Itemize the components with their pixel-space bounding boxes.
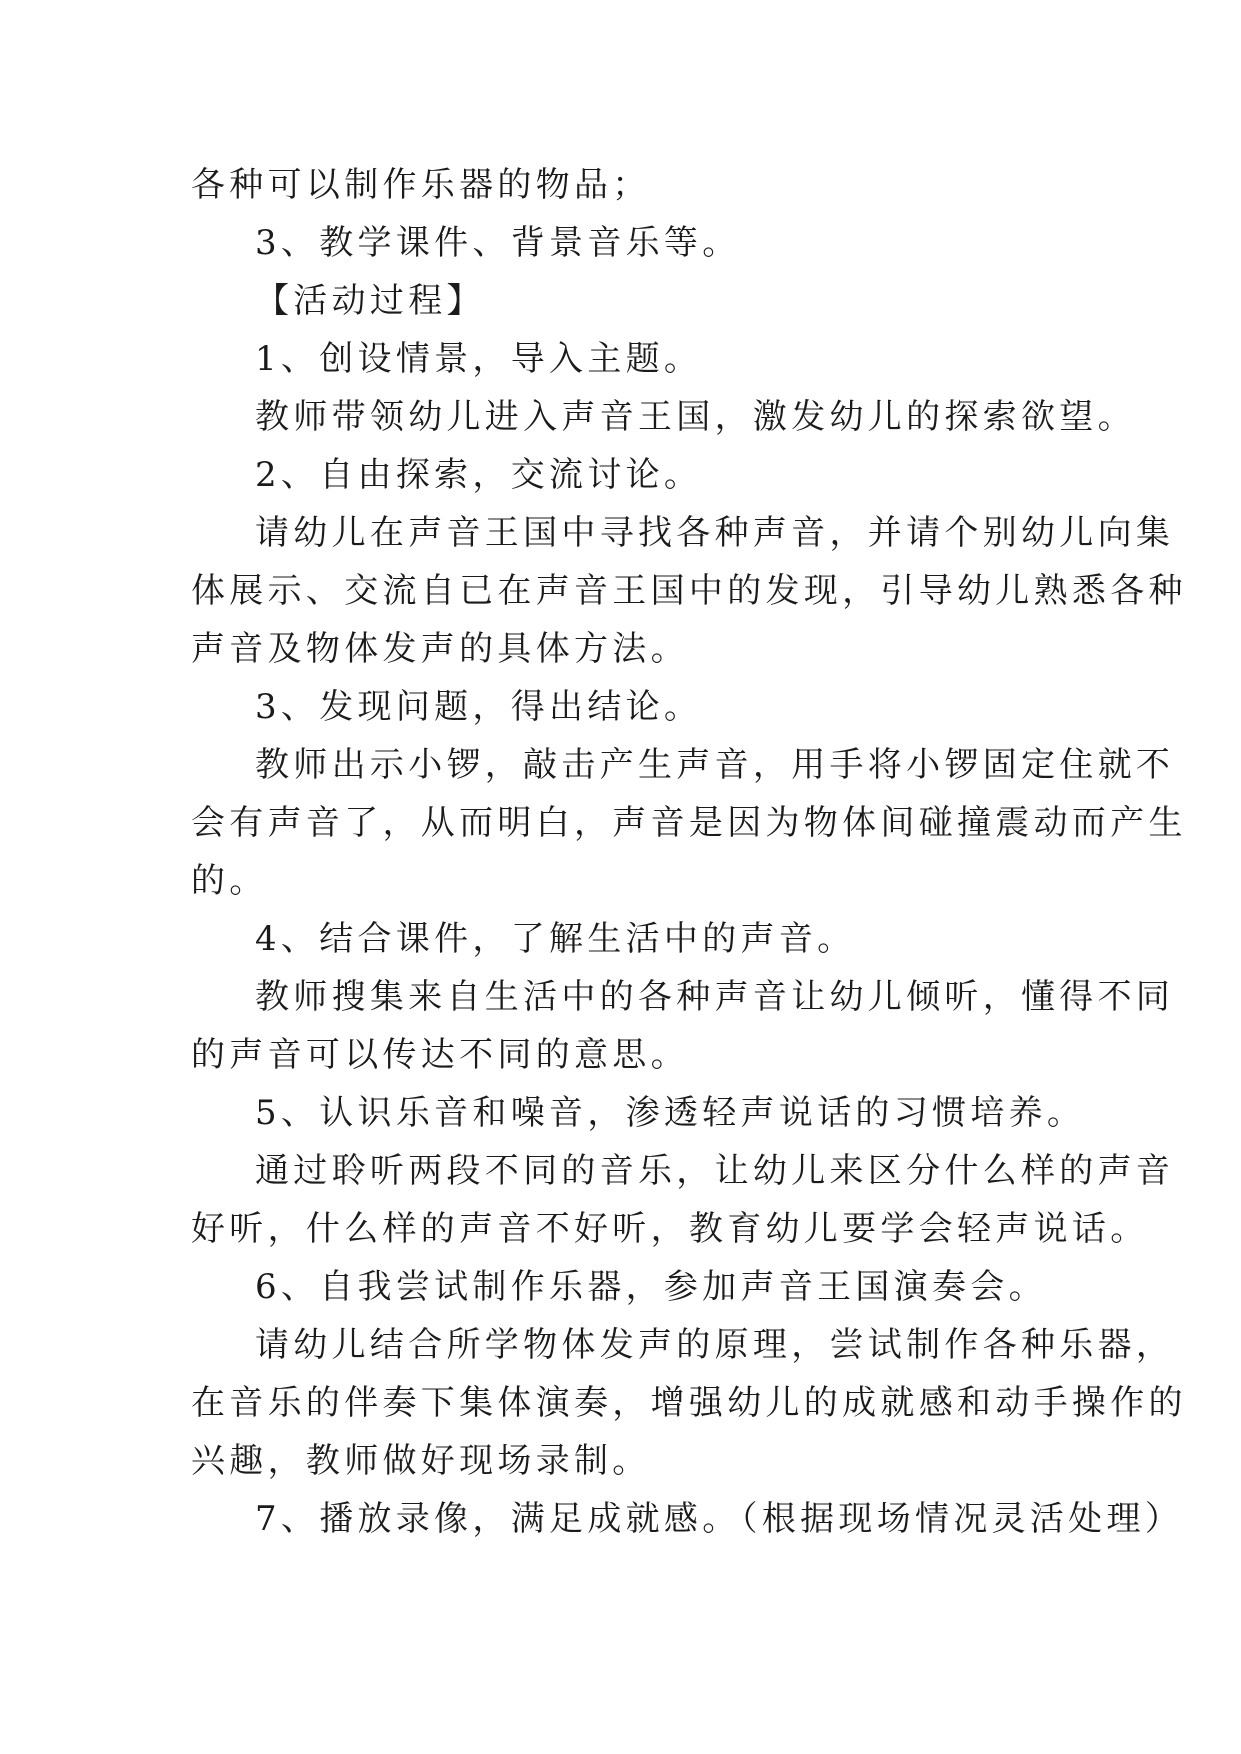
- paragraph-line: 的。: [191, 861, 268, 901]
- step-heading: 2、自由探索，交流讨论。: [255, 455, 703, 495]
- step-heading: 5、认识乐音和噪音，渗透轻声说话的习惯培养。: [255, 1093, 1086, 1133]
- text-line: 各种可以制作乐器的物品；: [191, 165, 651, 205]
- paragraph-line: 教师带领幼儿进入声音王国，激发幼儿的探索欲望。: [255, 397, 1136, 437]
- step-heading: 4、结合课件，了解生活中的声音。: [255, 919, 856, 959]
- list-item: 3、教学课件、背景音乐等。: [255, 223, 741, 263]
- step-heading: 6、自我尝试制作乐器，参加声音王国演奏会。: [255, 1267, 1047, 1307]
- paragraph-line: 请幼儿结合所学物体发声的原理，尝试制作各种乐器，: [255, 1325, 1175, 1365]
- paragraph-line: 声音及物体发声的具体方法。: [191, 629, 689, 669]
- paragraph-line: 通过聆听两段不同的音乐，让幼儿来区分什么样的声音: [255, 1151, 1175, 1191]
- paragraph-line: 教师搜集来自生活中的各种声音让幼儿倾听，懂得不同: [255, 977, 1175, 1017]
- step-heading: 7、播放录像，满足成就感。（根据现场情况灵活处理）: [255, 1499, 1184, 1539]
- paragraph-line: 体展示、交流自已在声音王国中的发现，引导幼儿熟悉各种: [191, 571, 1187, 611]
- paragraph-line: 好听，什么样的声音不好听，教育幼儿要学会轻声说话。: [191, 1209, 1149, 1249]
- paragraph-line: 兴趣，教师做好现场录制。: [191, 1441, 651, 1481]
- paragraph-line: 会有声音了，从而明白，声音是因为物体间碰撞震动而产生: [191, 803, 1187, 843]
- step-heading: 1、创设情景，导入主题。: [255, 339, 703, 379]
- paragraph-line: 教师出示小锣，敲击产生声音，用手将小锣固定住就不: [255, 745, 1175, 785]
- paragraph-line: 的声音可以传达不同的意思。: [191, 1035, 689, 1075]
- paragraph-line: 在音乐的伴奏下集体演奏，增强幼儿的成就感和动手操作的: [191, 1383, 1187, 1423]
- step-heading: 3、发现问题，得出结论。: [255, 687, 703, 727]
- section-heading: 【活动过程】: [255, 281, 485, 321]
- paragraph-line: 请幼儿在声音王国中寻找各种声音，并请个别幼儿向集: [255, 513, 1175, 553]
